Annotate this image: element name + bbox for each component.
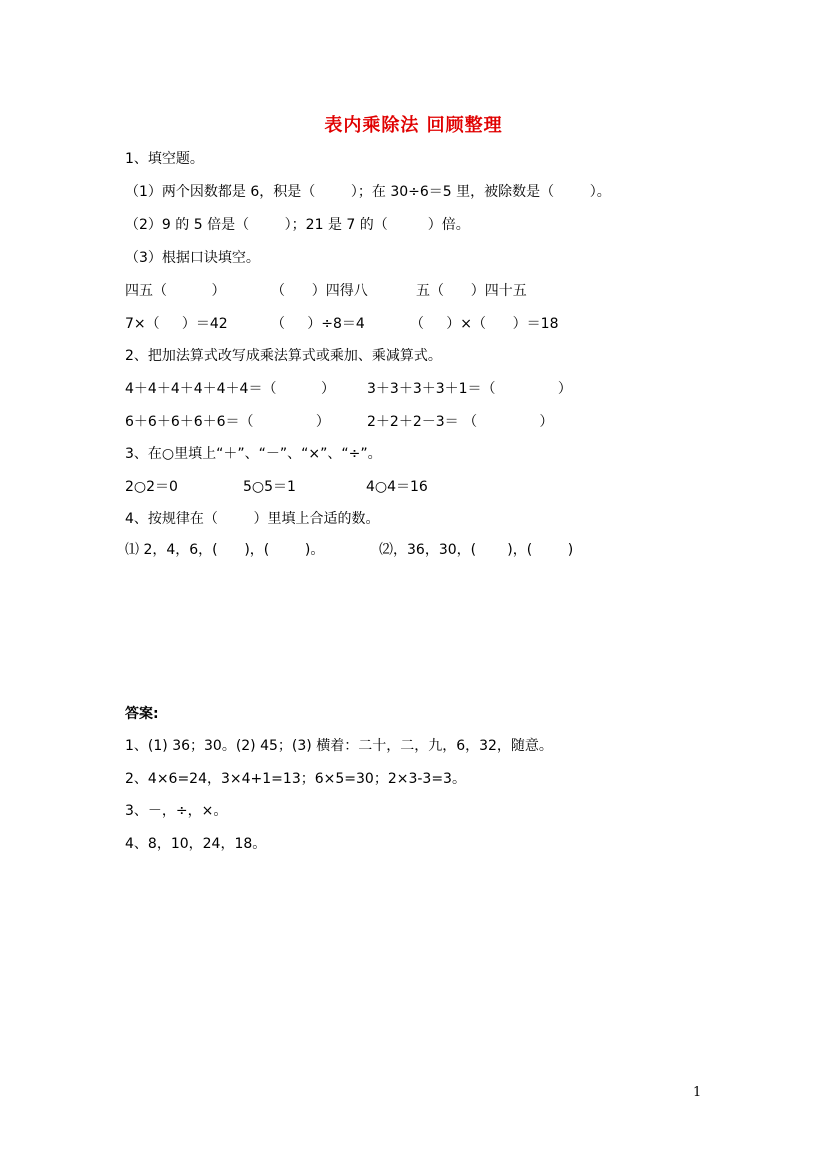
answer-line-3: 3、－，÷，×。 <box>125 803 228 819</box>
q3-heading: 3、在○里填上“＋”、“－”、“×”、“÷”。 <box>125 446 382 462</box>
page-number: 1 <box>693 1085 702 1100</box>
q4-item-a: ⑴ 2，4，6，( )，( )。 <box>125 542 325 558</box>
q1-row1-item-1: 四五（ ） <box>125 283 226 299</box>
q1-row1-item-2: （ ）四得八 <box>271 283 368 299</box>
q1-row2-item-2: （ ）÷8＝4 <box>271 316 365 332</box>
q4-item-b: ⑵，36，30，( )，( ) <box>379 542 574 558</box>
answers-heading: 答案: <box>125 706 159 722</box>
page-title: 表内乘除法 回顾整理 <box>324 115 503 136</box>
answer-line-1: 1、(1) 36；30。(2) 45；(3) 横着：二十，二，九，6，32，随意。 <box>125 738 553 754</box>
q2-item-b1: 3＋3＋3＋3＋1＝（ ） <box>367 381 572 397</box>
q1-line-2: （2）9 的 5 倍是（ ）；21 是 7 的（ ）倍。 <box>125 217 470 233</box>
q3-item-1: 2○2＝0 <box>125 479 178 495</box>
q2-heading: 2、把加法算式改写成乘法算式或乘加、乘减算式。 <box>125 348 442 364</box>
q1-row1-item-3: 五（ ）四十五 <box>416 283 527 299</box>
q3-item-2: 5○5＝1 <box>243 479 296 495</box>
q1-line-1: （1）两个因数都是 6，积是（ ）；在 30÷6＝5 里，被除数是（ ）。 <box>125 184 611 200</box>
q1-row2-item-3: （ ）×（ ）＝18 <box>410 316 559 332</box>
q2-item-a2: 6＋6＋6＋6＋6＝（ ） <box>125 414 330 430</box>
q2-item-a1: 4＋4＋4＋4＋4＋4＝（ ） <box>125 381 335 397</box>
answer-line-2: 2、4×6=24，3×4+1=13；6×5=30；2×3-3=3。 <box>125 771 466 787</box>
q1-heading: 1、填空题。 <box>125 151 204 167</box>
answer-line-4: 4、8，10，24，18。 <box>125 836 267 852</box>
q2-item-b2: 2＋2＋2－3＝ （ ） <box>367 414 554 430</box>
q1-line-3: （3）根据口诀填空。 <box>125 250 260 266</box>
q4-heading: 4、按规律在（ ）里填上合适的数。 <box>125 511 380 527</box>
q3-item-3: 4○4＝16 <box>366 479 428 495</box>
q1-row2-item-1: 7×（ ）＝42 <box>125 316 228 332</box>
